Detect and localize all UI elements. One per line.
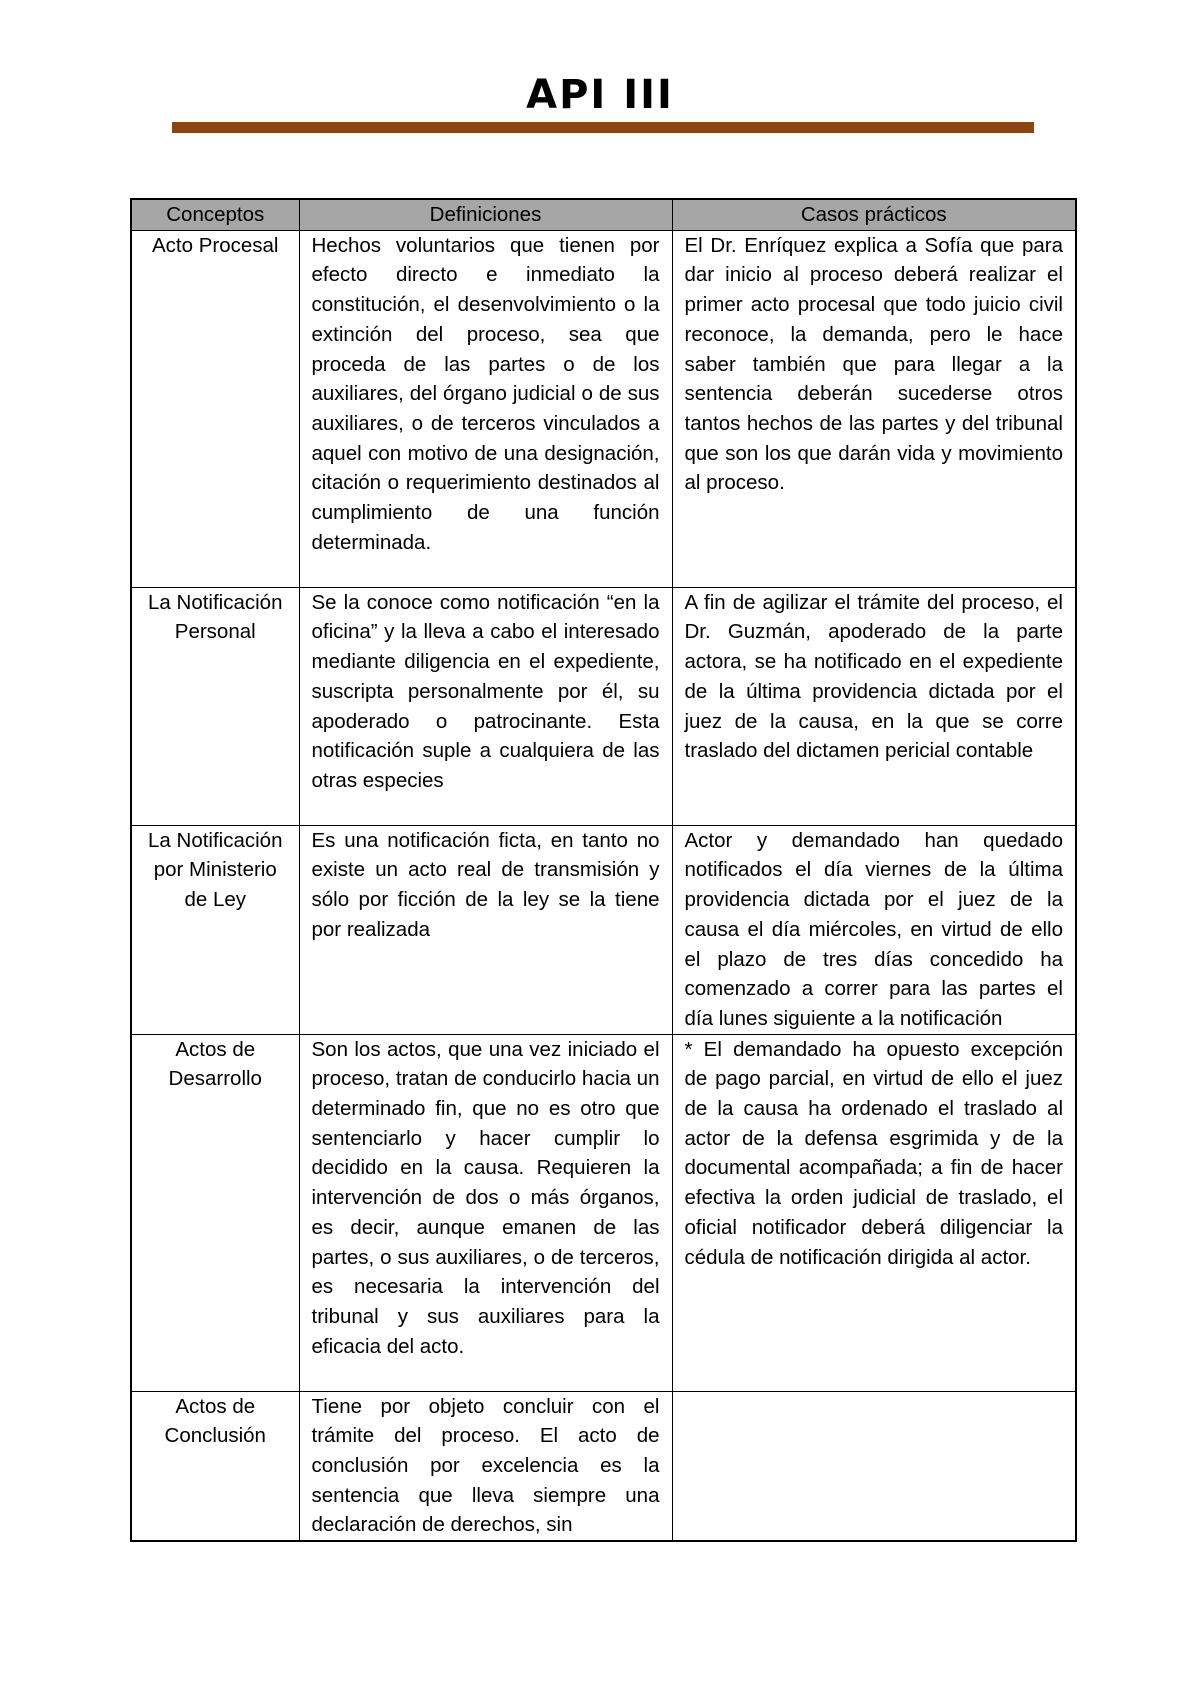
case-cell: Actor y demandado han quedado notificados el día viernes de la última providencia dictada por el juez de la causa el día miércoles, en virtud de ello el plazo de tres días concedido ha comenzado a correr para las partes el día lunes siguiente a la notificación xyxy=(672,825,1076,1034)
table-row xyxy=(131,587,1076,825)
definition-cell: Es una notificación ficta, en tanto no existe un acto real de transmisión y sólo por ficción de la ley se la tiene por realizada xyxy=(299,825,672,1034)
case-cell: El Dr. Enríquez explica a Sofía que para dar inicio al proceso deberá realizar el primer acto procesal que todo juicio civil reconoce, la demanda, pero le hace saber también que para llegar a la sentencia deberán sucederse otros tantos hechos de las partes y del tribunal que son los que darán vida y movimiento al proceso. xyxy=(672,230,1076,587)
concept-cell: Actos de Desarrollo xyxy=(131,1034,299,1391)
header-concepts: Conceptos xyxy=(131,199,299,230)
concept-cell: La Notificación Personal xyxy=(131,587,299,825)
definition-cell: Hechos voluntarios que tienen por efecto directo e inmediato la constitución, el desenvolvimiento o la extinción del proceso, sea que proceda de las partes o de los auxiliares, del órgano judicial o de sus auxiliares, o de terceros vinculados a aquel con motivo de una designación, citación o requerimiento destinados al cumplimiento de una función determinada. xyxy=(299,230,672,587)
case-cell: A fin de agilizar el trámite del proceso, el Dr. Guzmán, apoderado de la parte actora, se ha notificado en el expediente de la última providencia dictada por el juez de la causa, en la que se corre traslado del dictamen pericial contable xyxy=(672,587,1076,825)
concept-cell: La Notificación por Ministerio de Ley xyxy=(131,825,299,1034)
case-cell: * El demandado ha opuesto excepción de pago parcial, en virtud de ello el juez de la causa ha ordenado el traslado al actor de la defensa esgrimida y de la documental acompañada; a fin de hacer efectiva la orden judicial de traslado, el oficial notificador deberá diligenciar la cédula de notificación dirigida al actor. xyxy=(672,1034,1076,1391)
concept-cell: Acto Procesal xyxy=(131,230,299,587)
table-row xyxy=(131,1391,1076,1541)
definition-cell: Se la conoce como notificación “en la oficina” y la lleva a cabo el interesado mediante diligencia en el expediente, suscripta personalmente por él, su apoderado o patrocinante. Esta notificación suple a cualquiera de las otras especies xyxy=(299,587,672,825)
concepts-table xyxy=(130,198,1077,1542)
table-header-row xyxy=(131,199,1076,230)
title-divider xyxy=(172,122,1034,133)
table-row xyxy=(131,1034,1076,1391)
header-cases: Casos prácticos xyxy=(672,199,1076,230)
document-title: API III xyxy=(526,72,674,118)
definition-cell: Son los actos, que una vez iniciado el proceso, tratan de conducirlo hacia un determinado fin, que no es otro que sentenciarlo y hacer cumplir lo decidido en la causa. Requieren la intervención de dos o más órganos, es decir, aunque emanen de las partes, o sus auxiliares, o de terceros, es necesaria la intervención del tribunal y sus auxiliares para la eficacia del acto. xyxy=(299,1034,672,1391)
table-row xyxy=(131,230,1076,587)
concept-cell: Actos de Conclusión xyxy=(131,1391,299,1541)
table-row xyxy=(131,825,1076,1034)
definition-cell: Tiene por objeto concluir con el trámite del proceso. El acto de conclusión por excelencia es la sentencia que lleva siempre una declaración de derechos, sin xyxy=(299,1391,672,1541)
case-cell xyxy=(672,1391,1076,1541)
header-definitions: Definiciones xyxy=(299,199,672,230)
